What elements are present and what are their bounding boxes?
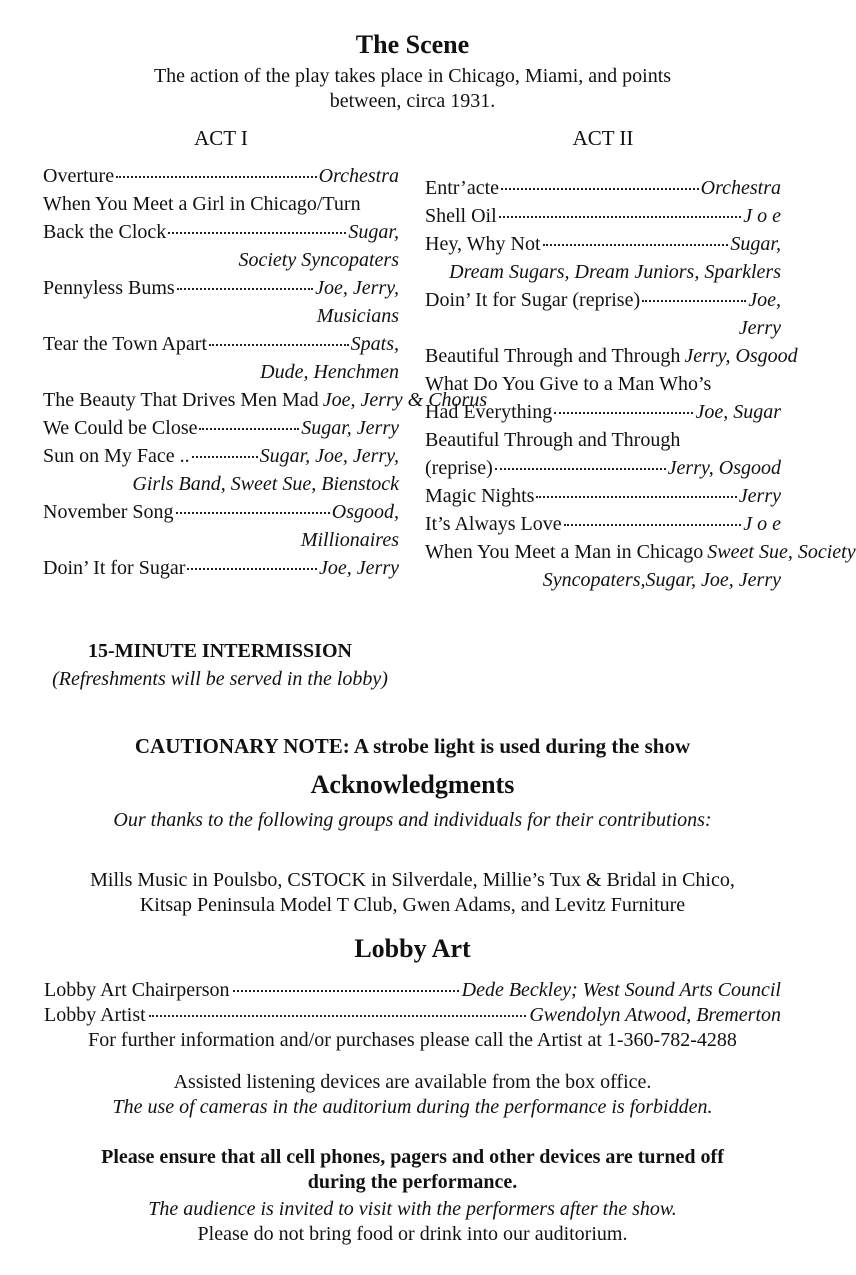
song-entry	[425, 482, 781, 510]
song-entry	[43, 442, 399, 498]
act-2-song-list	[425, 174, 856, 594]
song-entry	[43, 554, 399, 582]
notice-food: Please do not bring food or drink into our auditorium.	[197, 1223, 628, 1245]
leader-dots	[176, 512, 330, 514]
artist-label: Lobby Artist	[44, 1004, 146, 1026]
song-entry	[43, 190, 399, 274]
song-performers: Jerry, Osgood	[667, 457, 781, 479]
song-title: Shell Oil	[425, 205, 497, 227]
song-performers: Sugar,	[730, 233, 781, 255]
song-performers: Jerry	[738, 485, 781, 507]
leader-dots	[536, 496, 736, 498]
song-title: Doin’ It for Sugar	[43, 557, 186, 579]
intermission-title: 15-MINUTE INTERMISSION	[88, 640, 352, 662]
song-title: Entr’acte	[425, 177, 500, 199]
leader-dots	[543, 244, 729, 246]
notice-phones: Please ensure that all cell phones, pagers and other devices are turned off during the performance.	[101, 1146, 724, 1193]
act-2-column	[425, 124, 856, 594]
song-title-continued: Back the Clock	[43, 221, 167, 243]
song-title: It’s Always Love	[425, 513, 562, 535]
leader-dots	[501, 188, 699, 190]
song-performers-continued: Syncopaters,Sugar, Joe, Jerry	[542, 569, 781, 591]
scene-description	[60, 64, 765, 114]
song-performers-continued: Millionaires	[300, 529, 399, 551]
scene-title: The Scene	[355, 30, 470, 59]
leader-dots	[199, 428, 299, 430]
artist-value: Gwendolyn Atwood, Bremerton	[529, 1004, 781, 1026]
notice-visit: The audience is invited to visit with the performers after the show.	[148, 1198, 677, 1220]
song-title: Pennyless Bums	[43, 277, 175, 299]
leader-dots	[642, 300, 746, 302]
song-entry	[43, 162, 399, 190]
song-performers: Sugar,	[348, 221, 399, 243]
song-entry	[425, 342, 798, 370]
lobby-artist	[44, 1003, 781, 1028]
leader-dots	[499, 216, 742, 218]
song-entry	[425, 538, 856, 594]
song-title: Overture	[43, 165, 115, 187]
song-entry	[43, 498, 399, 554]
song-title: Sun on My Face ..	[43, 445, 190, 467]
song-title: Doin’ It for Sugar (reprise)	[425, 289, 641, 311]
song-title: November Song	[43, 501, 174, 523]
song-title: When You Meet a Man in Chicago	[425, 541, 704, 563]
song-performers: Sweet Sue, Society	[707, 541, 856, 563]
chairperson-value: Dede Beckley; West Sound Arts Council	[461, 979, 781, 1001]
intermission-block	[40, 637, 400, 693]
song-title-continued: (reprise)	[425, 457, 493, 479]
song-title: The Beauty That Drives Men Mad	[43, 389, 319, 411]
song-performers: Joe, Jerry & Chorus	[322, 389, 488, 411]
song-performers-continued: Society Syncopaters	[238, 249, 399, 271]
leader-dots	[495, 468, 666, 470]
scene-line-1: The action of the play takes place in Chicago, Miami, and points	[153, 65, 672, 87]
song-performers-continued: Dude, Henchmen	[260, 361, 399, 383]
notice-listening: Assisted listening devices are available from the box office.	[173, 1071, 652, 1093]
act-1-heading: ACT I	[194, 126, 248, 150]
song-title-continued: Had Everything	[425, 401, 553, 423]
chairperson-label: Lobby Art Chairperson	[44, 979, 230, 1001]
song-entry	[43, 414, 399, 442]
leader-dots	[209, 344, 349, 346]
leader-dots	[554, 412, 693, 414]
song-performers: Joe, Sugar	[695, 401, 781, 423]
song-title: Beautiful Through and Through	[425, 429, 681, 451]
leader-dots	[233, 990, 459, 992]
leader-dots	[564, 524, 742, 526]
song-performers: Joe, Jerry,	[315, 277, 399, 299]
leader-dots	[149, 1015, 527, 1017]
song-entry	[425, 370, 781, 426]
song-performers: Spats,	[350, 333, 399, 355]
leader-dots	[177, 288, 313, 290]
scene-line-2: between, circa 1931.	[329, 90, 496, 112]
song-title: When You Meet a Girl in Chicago/Turn	[43, 193, 361, 215]
song-performers-continued: Girls Band, Sweet Sue, Bienstock	[132, 473, 399, 495]
notice-cameras: The use of cameras in the auditorium during the performance is forbidden.	[112, 1096, 713, 1118]
acknowledgments-line-2: Kitsap Peninsula Model T Club, Gwen Adams, and Levitz Furniture	[139, 894, 686, 916]
intermission-note: (Refreshments will be served in the lobby)	[52, 668, 388, 690]
song-title: Hey, Why Not	[425, 233, 541, 255]
song-performers: Jerry, Osgood	[684, 345, 798, 367]
leader-dots	[187, 568, 317, 570]
song-performers: Joe, Jerry	[319, 557, 399, 579]
leader-dots	[168, 232, 346, 234]
song-performers: Sugar, Joe, Jerry,	[259, 445, 399, 467]
song-entry	[43, 274, 399, 330]
song-performers: Osgood,	[331, 501, 399, 523]
cautionary-note: CAUTIONARY NOTE: A strobe light is used during the show	[134, 734, 691, 758]
song-title: What Do You Give to a Man Who’s	[425, 373, 712, 395]
song-entry	[425, 510, 781, 538]
song-entry	[425, 174, 781, 202]
song-performers-continued: Jerry	[738, 317, 781, 339]
song-entry	[425, 230, 781, 286]
song-title: Magic Nights	[425, 485, 535, 507]
song-entry	[425, 202, 781, 230]
song-performers: J o e	[743, 513, 781, 535]
acknowledgments-line-1: Mills Music in Poulsbo, CSTOCK in Silverdale, Millie’s Tux & Bridal in Chico,	[90, 869, 735, 891]
leader-dots	[192, 456, 258, 458]
acknowledgments-title: Acknowledgments	[310, 770, 515, 799]
song-performers: Joe,	[748, 289, 781, 311]
song-title: Beautiful Through and Through	[425, 345, 681, 367]
lobby-art-info: For further information and/or purchases please call the Artist at 1-360-782-4288	[88, 1029, 737, 1051]
acknowledgments-list	[0, 868, 825, 918]
song-performers-continued: Dream Sugars, Dream Juniors, Sparklers	[449, 261, 781, 283]
song-title: We Could be Close	[43, 417, 198, 439]
song-entry	[43, 330, 399, 386]
leader-dots	[116, 176, 317, 178]
act-2-heading: ACT II	[572, 126, 634, 150]
lobby-art-title: Lobby Art	[354, 934, 471, 963]
song-entry	[425, 286, 781, 342]
song-performers: Sugar, Jerry	[301, 417, 399, 439]
song-entry	[425, 426, 781, 482]
song-title: Tear the Town Apart	[43, 333, 208, 355]
acknowledgments-intro: Our thanks to the following groups and individuals for their contributions:	[113, 809, 712, 831]
song-performers: Orchestra	[700, 177, 781, 199]
lobby-art-chairperson	[44, 978, 781, 1003]
song-performers: J o e	[743, 205, 781, 227]
song-performers-continued: Musicians	[316, 305, 399, 327]
song-entry	[43, 386, 488, 414]
song-performers: Orchestra	[318, 165, 399, 187]
